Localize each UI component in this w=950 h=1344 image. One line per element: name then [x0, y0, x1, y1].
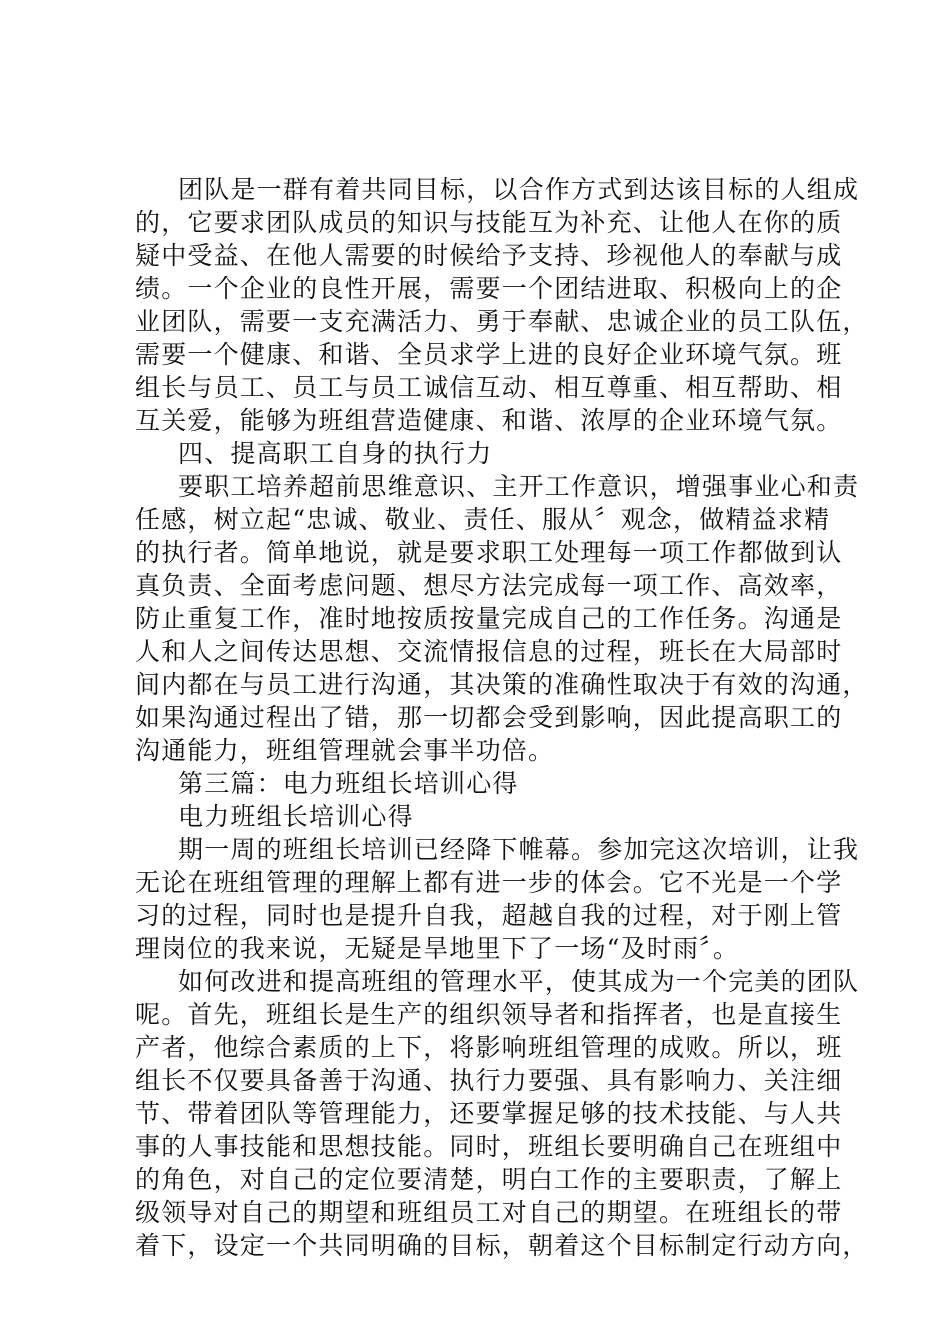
text-line: 互关爱，能够为班组营造健康、和谐、浓厚的企业环境气氛。: [135, 406, 843, 435]
text-line: 任感，树立起“忠诚、敬业、责任、服从〞观念，做精益求精: [135, 505, 831, 534]
text-line: 绩。一个企业的良性开展，需要一个团结进取、积极向上的企: [135, 274, 843, 303]
text-line: 无论在班组管理的理解上都有进一步的体会。它不光是一个学: [135, 868, 843, 897]
text-line: 的执行者。简单地说，就是要求职工处理每一项工作都做到认: [135, 538, 843, 567]
text-line: 四、提高职工自身的执行力: [178, 439, 493, 468]
text-line: 级领导对自己的期望和班组员工对自己的期望。在班组长的带: [135, 1198, 843, 1227]
text-line: 团队是一群有着共同目标，以合作方式到达该目标的人组成: [178, 175, 860, 204]
text-line: 理岗位的我来说，无疑是旱地里下了一场“及时雨〞。: [135, 934, 740, 963]
text-line: 习的过程，同时也是提升自我，超越自我的过程，对于刚上管: [135, 901, 843, 930]
text-line: 的，它要求团队成员的知识与技能互为补充、让他人在你的质: [135, 208, 843, 237]
text-line: 事的人事技能和思想技能。同时，班组长要明确自己在班组中: [135, 1132, 843, 1161]
text-line: 要职工培养超前思维意识、主开工作意识，增强事业心和责: [178, 472, 860, 501]
text-line: 间内都在与员工进行沟通，其决策的准确性取决于有效的沟通，: [135, 670, 869, 699]
text-line: 呢。首先，班组长是生产的组织领导者和指挥者，也是直接生: [135, 1000, 843, 1029]
text-line: 疑中受益、在他人需要的时候给予支持、珍视他人的奉献与成: [135, 241, 843, 270]
text-line: 如何改进和提高班组的管理水平，使其成为一个完美的团队: [178, 967, 860, 996]
text-line: 业团队，需要一支充满活力、勇于奉献、忠诚企业的员工队伍，: [135, 307, 869, 336]
text-line: 防止重复工作，准时地按质按量完成自己的工作任务。沟通是: [135, 604, 843, 633]
text-line: 节、带着团队等管理能力，还要掌握足够的技术技能、与人共: [135, 1099, 843, 1128]
text-line: 沟通能力，班组管理就会事半功倍。: [135, 736, 555, 765]
text-line: 真负责、全面考虑问题、想尽方法完成每一项工作、高效率，: [135, 571, 843, 600]
document-page: [135, 173, 869, 1262]
text-line: 组长与员工、员工与员工诚信互动、相互尊重、相互帮助、相: [135, 373, 843, 402]
text-line: 电力班组长培训心得: [178, 802, 414, 831]
text-line: 期一周的班组长培训已经降下帷幕。参加完这次培训，让我: [178, 835, 860, 864]
text-line: 如果沟通过程出了错，那一切都会受到影响，因此提高职工的: [135, 703, 843, 732]
text-line: 组长不仅要具备善于沟通、执行力要强、具有影响力、关注细: [135, 1066, 843, 1095]
text-line: 人和人之间传达思想、交流情报信息的过程，班长在大局部时: [135, 637, 843, 666]
text-line: 的角色，对自己的定位要清楚，明白工作的主要职责，了解上: [135, 1165, 843, 1194]
text-line: 第三篇：电力班组长培训心得: [178, 769, 519, 798]
text-line: 产者，他综合素质的上下，将影响班组管理的成败。所以，班: [135, 1033, 843, 1062]
text-line: 着下，设定一个共同明确的目标，朝着这个目标制定行动方向，: [135, 1231, 869, 1260]
text-line: 需要一个健康、和谐、全员求学上进的良好企业环境气氛。班: [135, 340, 843, 369]
